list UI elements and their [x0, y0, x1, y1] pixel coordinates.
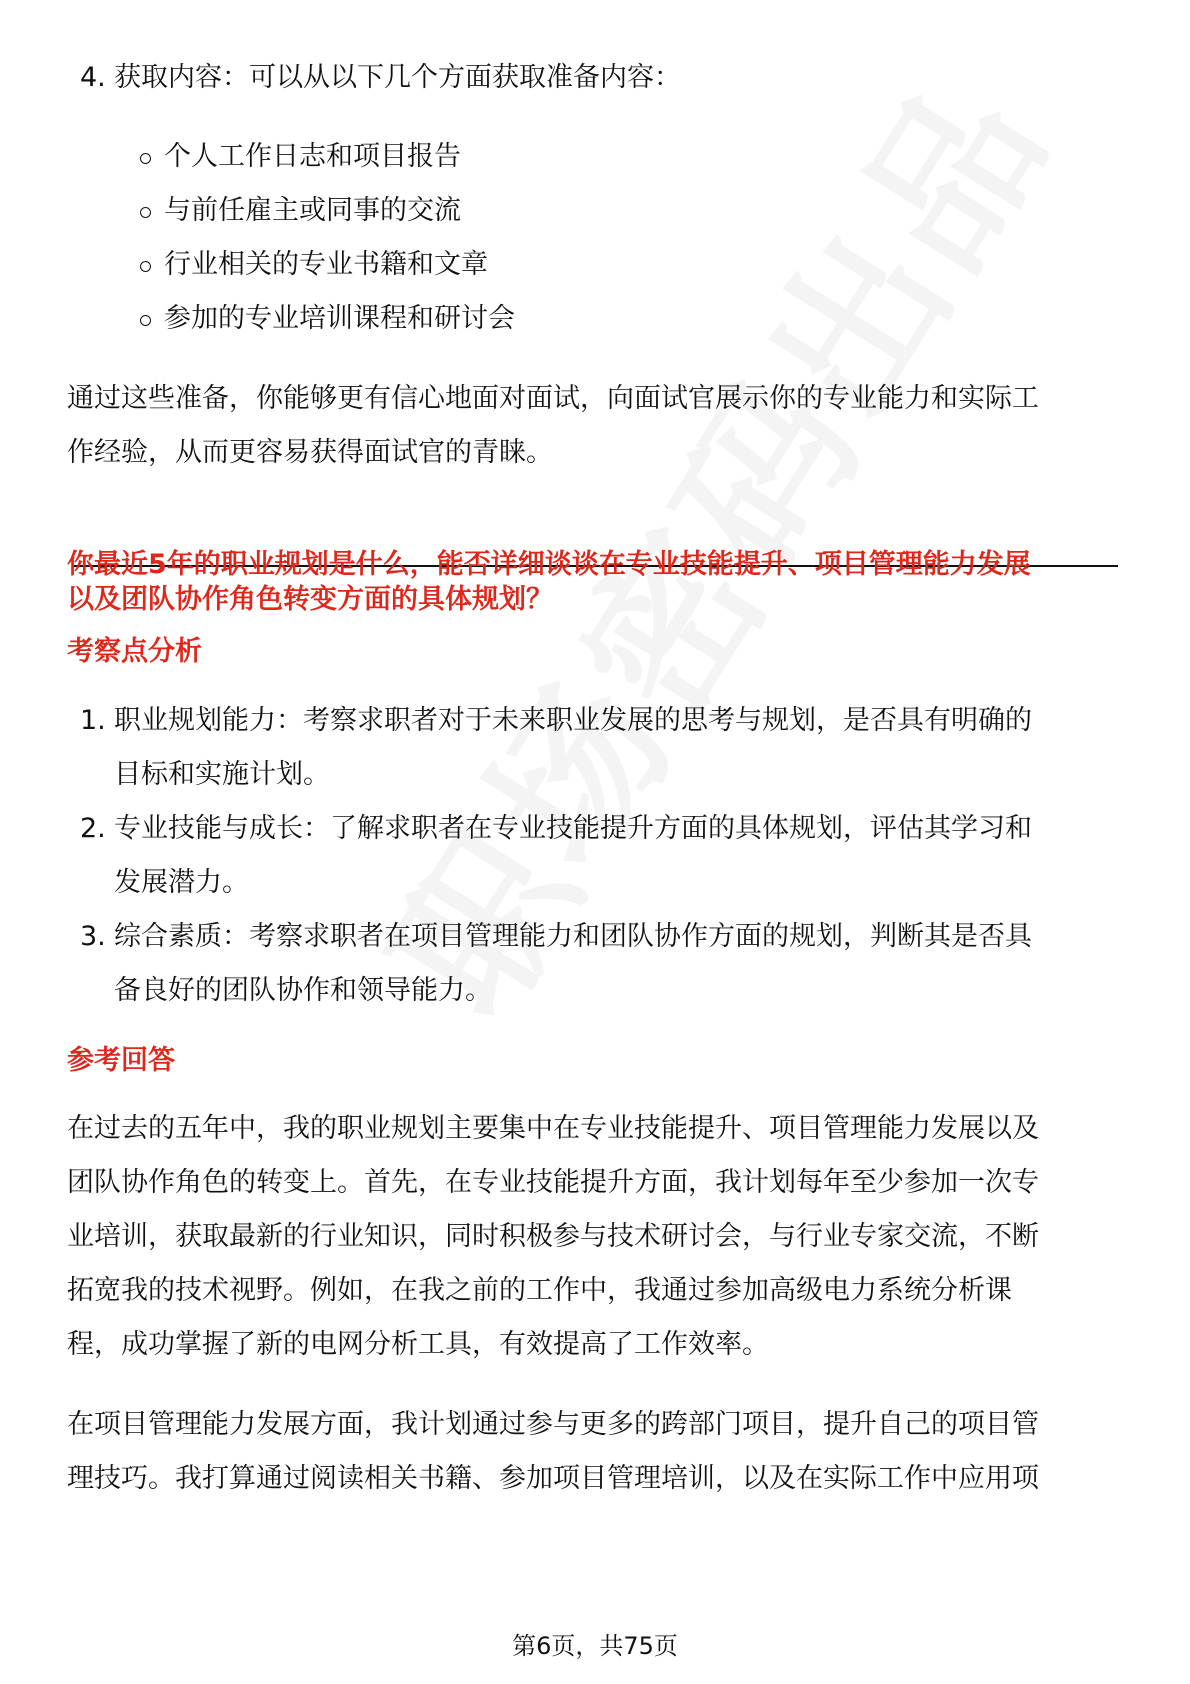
summary-line: 通过这些准备，你能够更有信心地面对面试，向面试官展示你的专业能力和实际工 [67, 383, 1039, 414]
sub-list-item: 参加的专业培训课程和研讨会 [164, 303, 515, 334]
answer-line: 拓宽我的技术视野。例如，在我之前的工作中，我通过参加高级电力系统分析课 [67, 1275, 1012, 1306]
sub-list-item: 个人工作日志和项目报告 [164, 141, 461, 172]
answer-line: 理技巧。我打算通过阅读相关书籍、参加项目管理培训，以及在实际工作中应用项 [67, 1463, 1039, 1494]
answer-line: 在过去的五年中，我的职业规划主要集中在专业技能提升、项目管理能力发展以及 [67, 1113, 1039, 1144]
section-heading-analysis: 考察点分析 [67, 636, 202, 667]
sub-list-item: 与前任雇主或同事的交流 [164, 195, 461, 226]
answer-line: 业培训，获取最新的行业知识，同时积极参与技术研讨会，与行业专家交流，不断 [67, 1221, 1039, 1252]
list-number: 3. [80, 921, 106, 952]
answer-line: 在项目管理能力发展方面，我计划通过参与更多的跨部门项目，提升自己的项目管 [67, 1409, 1039, 1440]
answer-line: 团队协作角色的转变上。首先，在专业技能提升方面，我计划每年至少参加一次专 [67, 1167, 1039, 1198]
sub-list-item: 行业相关的专业书籍和文章 [164, 249, 488, 280]
list-number: 4. [80, 62, 106, 93]
answer-line: 程，成功掌握了新的电网分析工具，有效提高了工作效率。 [67, 1329, 769, 1360]
question-heading: 以及团队协作角色转变方面的具体规划？ [67, 584, 553, 615]
circle-bullet-icon [140, 153, 151, 164]
list-item-text: 职业规划能力：考察求职者对于未来职业发展的思考与规划，是否具有明确的 [114, 705, 1032, 736]
circle-bullet-icon [140, 261, 151, 272]
list-number: 2. [80, 813, 106, 844]
list-item-text: 获取内容：可以从以下几个方面获取准备内容： [114, 62, 681, 93]
question-heading: 你最近5年的职业规划是什么，能否详细谈谈在专业技能提升、项目管理能力发展 [67, 549, 1031, 580]
summary-line: 作经验，从而更容易获得面试官的青睐。 [67, 437, 553, 468]
list-item-text: 专业技能与成长：了解求职者在专业技能提升方面的具体规划，评估其学习和 [114, 813, 1032, 844]
list-item-text: 目标和实施计划。 [114, 759, 330, 790]
circle-bullet-icon [140, 207, 151, 218]
list-item-text: 发展潜力。 [114, 867, 249, 898]
list-item-text: 备良好的团队协作和领导能力。 [114, 975, 492, 1006]
section-heading-answer: 参考回答 [67, 1045, 175, 1076]
page-footer: 第6页，共75页 [512, 1632, 678, 1660]
list-item-text: 综合素质：考察求职者在项目管理能力和团队协作方面的规划，判断其是否具 [114, 921, 1032, 952]
list-number: 1. [80, 705, 106, 736]
circle-bullet-icon [140, 315, 151, 326]
